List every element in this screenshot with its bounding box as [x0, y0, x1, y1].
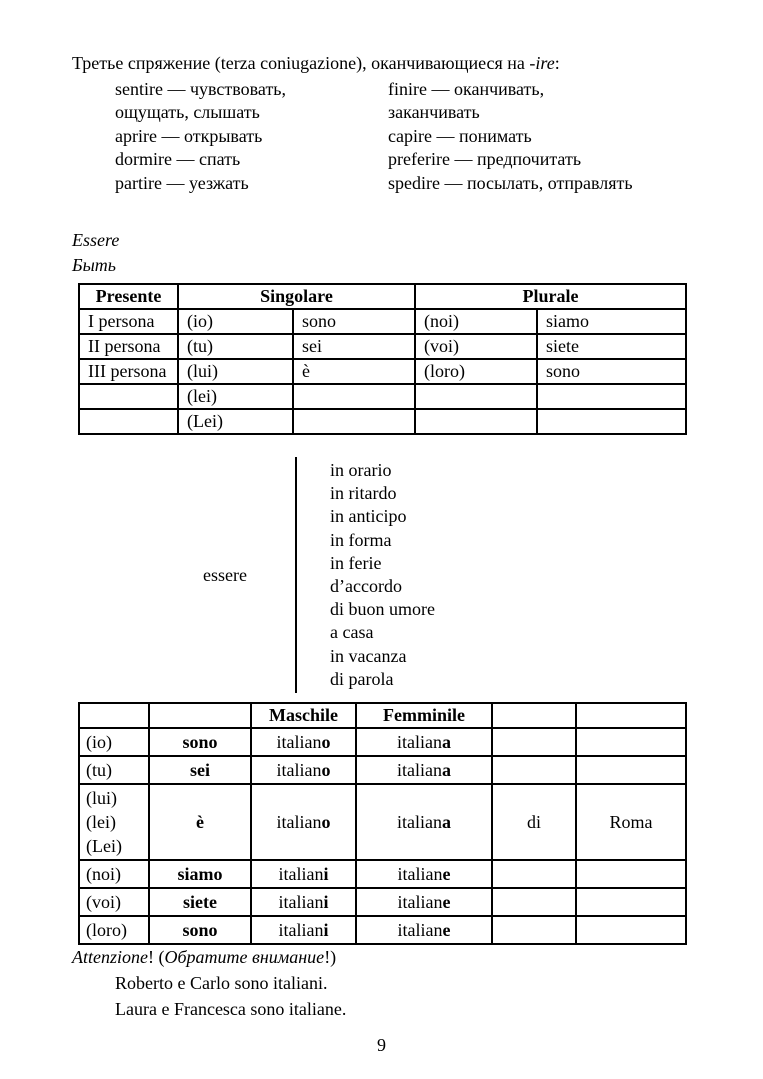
expression-item: d’accordo: [330, 576, 402, 597]
table-cell: [492, 860, 576, 888]
adjective-cell: [356, 860, 492, 888]
adjective-stem: italian: [397, 863, 443, 884]
table-row: [79, 888, 686, 916]
table-cell: III persona: [79, 359, 178, 384]
adjective-stem: italian: [276, 759, 322, 780]
header-presente: Presente: [79, 284, 178, 309]
pronoun-cell: [79, 916, 149, 944]
verb-cell: sono: [149, 728, 251, 756]
table-cell: (lui): [178, 359, 293, 384]
essere-expression-list: [297, 457, 435, 693]
table-cell: [576, 703, 686, 728]
table-cell: [576, 916, 686, 944]
adjective-cell: [356, 888, 492, 916]
pronoun: (voi): [86, 892, 121, 912]
table-cell: [492, 756, 576, 784]
table-cell: (voi): [415, 334, 537, 359]
verb-cell: sono: [149, 916, 251, 944]
table-cell: II persona: [79, 334, 178, 359]
adjective-stem: italian: [397, 919, 443, 940]
adjective-ending: a: [441, 811, 451, 832]
table-row: [79, 784, 686, 860]
verb-cell: siete: [149, 888, 251, 916]
table-cell: (tu): [178, 334, 293, 359]
table-cell: sei: [293, 334, 415, 359]
adjective-cell: [251, 728, 356, 756]
table-cell: (io): [178, 309, 293, 334]
adjective-ending: o: [321, 731, 331, 752]
adjective-ending: e: [442, 863, 451, 884]
adjective-stem: italian: [278, 863, 324, 884]
verb-item: preferire — предпочитать: [388, 149, 582, 170]
adjective-ending: e: [442, 891, 451, 912]
table-cell: [79, 384, 178, 409]
pronoun: (tu): [86, 760, 112, 780]
adjective-cell: [356, 784, 492, 860]
attention-block: [72, 944, 346, 1022]
table-row: [79, 409, 686, 434]
table-cell: [492, 888, 576, 916]
example-sentence: Roberto e Carlo sono italiani.: [115, 973, 328, 993]
verb-list-right-column: [388, 78, 633, 195]
adjective-ending: i: [323, 919, 329, 940]
table-cell: [537, 384, 686, 409]
essere-expressions: [155, 457, 435, 693]
attention-title-italian: Attenzione: [72, 947, 148, 967]
table-cell: (noi): [415, 309, 537, 334]
verb-item: partire — уезжать: [115, 172, 249, 193]
table-cell: [576, 728, 686, 756]
table-cell: siamo: [537, 309, 686, 334]
adjective-cell: [356, 728, 492, 756]
verb-cell: è: [149, 784, 251, 860]
table-cell: sono: [537, 359, 686, 384]
intro-emphasis-ire: -ire: [529, 53, 555, 73]
expression-item: di parola: [330, 668, 394, 689]
adjective-ending: e: [442, 919, 451, 940]
pronoun: (lei): [86, 812, 116, 832]
verb-item: capire — понимать: [388, 125, 532, 146]
table-row: [79, 756, 686, 784]
adjective-stem: italian: [397, 731, 442, 752]
adjective-stem: italian: [278, 919, 324, 940]
intro-text: Третье спряжение (terza coniugazione), оканчивающиеся на: [72, 53, 530, 73]
page-number: 9: [377, 1035, 386, 1055]
table-cell: [492, 703, 576, 728]
adjective-cell: [251, 888, 356, 916]
heading-russian: Быть: [72, 255, 116, 275]
pronoun: (Lei): [86, 836, 122, 856]
table-cell: [576, 756, 686, 784]
pronoun-cell: [79, 784, 149, 860]
table-cell: sono: [293, 309, 415, 334]
pronoun: (noi): [86, 864, 121, 884]
pronoun: (io): [86, 732, 112, 752]
header-singolare: Singolare: [178, 284, 415, 309]
table-cell: di: [492, 784, 576, 860]
intro-paragraph: [72, 52, 712, 75]
table-cell: è: [293, 359, 415, 384]
verb-item: dormire — спать: [115, 149, 241, 170]
verb-item: ощущать, слышать: [115, 102, 260, 123]
adjective-ending: o: [321, 811, 331, 832]
table-cell: [293, 409, 415, 434]
header-maschile: Maschile: [251, 703, 356, 728]
table-cell: Roma: [576, 784, 686, 860]
table-cell: [415, 384, 537, 409]
adjective-stem: italian: [278, 891, 324, 912]
verb-item: spedire — посылать, отправлять: [388, 172, 633, 193]
expression-item: in vacanza: [330, 645, 407, 666]
table-row: [79, 860, 686, 888]
table-cell: (loro): [415, 359, 537, 384]
adjective-ending: i: [323, 891, 329, 912]
verb-list-left-column: [115, 78, 388, 195]
section-heading-essere: [72, 228, 119, 278]
adjective-cell: [251, 916, 356, 944]
adjective-stem: italian: [276, 731, 322, 752]
table-row: [79, 359, 686, 384]
attention-title: [72, 944, 346, 970]
table-cell: (lei): [178, 384, 293, 409]
table-cell: [492, 916, 576, 944]
verb-item: finire — оканчивать,: [388, 79, 545, 99]
table-cell: [492, 728, 576, 756]
adjective-cell: [356, 916, 492, 944]
adjective-stem: italian: [397, 811, 442, 832]
verb-item: заканчивать: [388, 102, 480, 123]
table-cell: [79, 409, 178, 434]
adjective-ending: i: [323, 863, 329, 884]
pronoun-cell: [79, 860, 149, 888]
attention-title-separator: ! (: [147, 947, 165, 967]
example-sentence: Laura e Francesca sono italiane.: [115, 999, 347, 1019]
table-cell: [293, 384, 415, 409]
attention-examples: [115, 970, 346, 1022]
expression-item: in orario: [330, 460, 392, 480]
verb-item: aprire — открывать: [115, 125, 263, 146]
intro-colon: :: [554, 53, 560, 73]
expression-item: in ritardo: [330, 483, 397, 504]
header-femminile: Femminile: [356, 703, 492, 728]
pronoun-cell: [79, 728, 149, 756]
table-row: [79, 916, 686, 944]
presente-table: [78, 283, 687, 435]
adjective-cell: [251, 784, 356, 860]
expression-item: in ferie: [330, 552, 382, 573]
adjective-ending: a: [441, 731, 451, 752]
table-row: [79, 728, 686, 756]
attention-title-russian: Обратите внимание: [164, 947, 325, 967]
verb-cell: sei: [149, 756, 251, 784]
table-row: [79, 309, 686, 334]
adjective-ending: o: [321, 759, 331, 780]
pronoun-cell: [79, 756, 149, 784]
essere-label: essere: [155, 457, 297, 693]
adjective-ending: a: [441, 759, 451, 780]
table-cell: siete: [537, 334, 686, 359]
table-cell: [537, 409, 686, 434]
header-plurale: Plurale: [415, 284, 686, 309]
table-row: [79, 384, 686, 409]
table-cell: [415, 409, 537, 434]
table-cell: [79, 703, 149, 728]
pronoun-cell: [79, 888, 149, 916]
expression-item: in anticipo: [330, 506, 407, 527]
table-cell: (Lei): [178, 409, 293, 434]
table-cell: I persona: [79, 309, 178, 334]
attention-title-close: !): [324, 947, 337, 967]
adjective-cell: [356, 756, 492, 784]
heading-italian: Essere: [72, 230, 120, 250]
table-row: [79, 334, 686, 359]
pronoun: (lui): [86, 788, 117, 808]
adjective-cell: [251, 756, 356, 784]
table-header-row: [79, 703, 686, 728]
adjective-cell: [251, 860, 356, 888]
agreement-table: [78, 702, 687, 945]
expression-item: in forma: [330, 529, 392, 550]
verb-item: sentire — чувствовать,: [115, 79, 287, 99]
adjective-stem: italian: [276, 811, 322, 832]
verb-list: [115, 78, 633, 195]
expression-item: di buon umore: [330, 599, 435, 620]
table-cell: [576, 860, 686, 888]
adjective-stem: italian: [397, 759, 442, 780]
table-cell: [149, 703, 251, 728]
verb-cell: siamo: [149, 860, 251, 888]
table-cell: [576, 888, 686, 916]
pronoun: (loro): [86, 920, 127, 940]
table-header-row: [79, 284, 686, 309]
adjective-stem: italian: [397, 891, 443, 912]
expression-item: a casa: [330, 622, 374, 643]
